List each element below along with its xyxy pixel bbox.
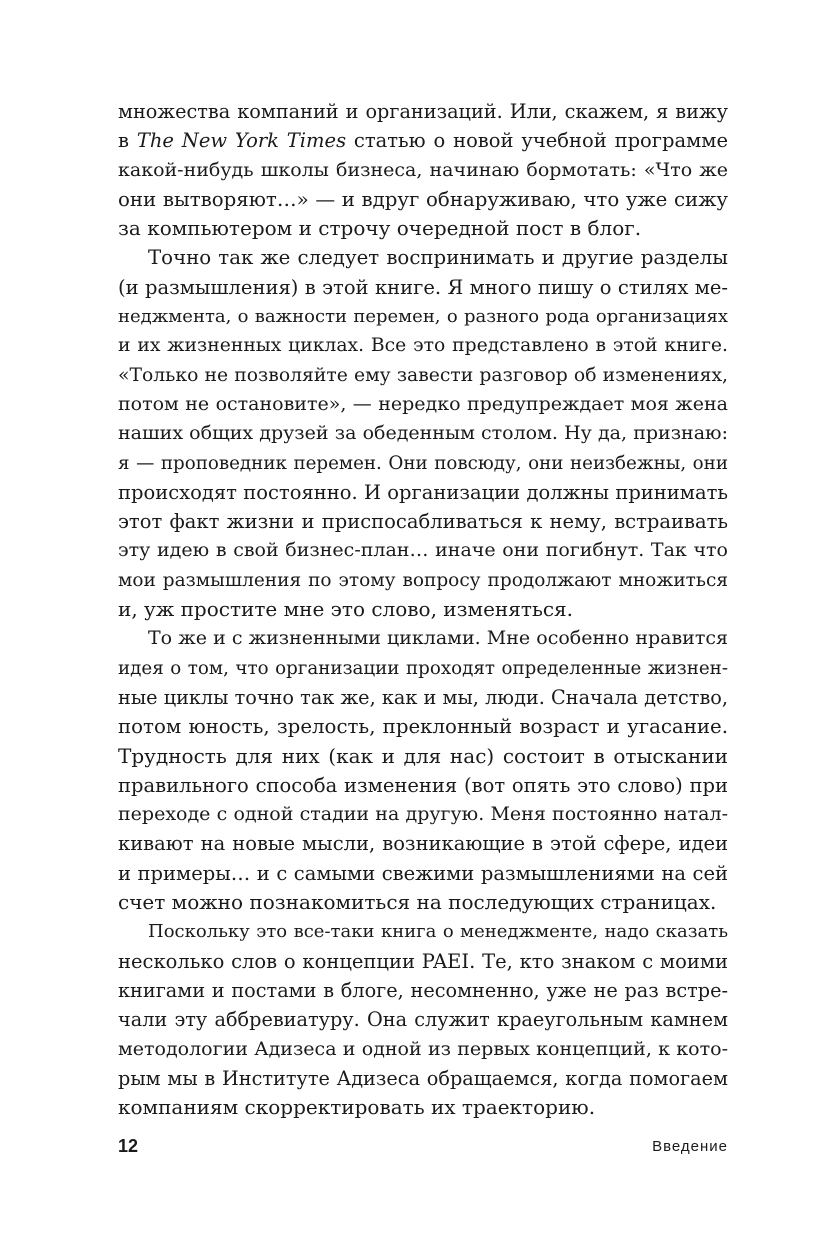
page-footer <box>118 1136 728 1158</box>
page-body <box>118 97 728 1122</box>
text-line: и их жизненных циклах. Все это представлено в этой книге. <box>118 335 728 357</box>
paragraph <box>118 243 728 624</box>
text-line: потом не остановите», — нередко предупреждает моя жена <box>118 392 728 415</box>
text-line: Поскольку это все-таки книга о менеджменте, надо сказать <box>148 921 728 943</box>
text-line: То же и с жизненными циклами. Мне особенно нравится <box>148 627 728 650</box>
text-line: переходе с одной стадии на другую. Меня постоянно натал- <box>118 803 728 826</box>
text-line: мои размышления по этому вопросу продолжают множиться <box>118 569 728 591</box>
text-line: они вытворяют…» — и вдруг обнаруживаю, что уже сижу <box>118 187 728 211</box>
text-line: кивают на новые мысли, возникающие в этой сфере, идеи <box>118 832 728 856</box>
page-number: 12 <box>118 1136 139 1156</box>
text-line <box>118 126 728 155</box>
text-fragment: статью о новой учебной программе <box>346 129 728 153</box>
text-line: Точно так же следует воспринимать и другие разделы <box>148 246 728 270</box>
text-line: этот факт жизни и приспосабливаться к нему, встраивать <box>118 510 728 534</box>
newspaper-title: The New York Times <box>136 129 347 153</box>
text-line: несколько слов о концепции PAEI. Те, кто знаком с моими <box>118 949 728 973</box>
text-fragment: в <box>118 129 137 153</box>
paragraph <box>118 97 728 243</box>
text-line: книгами и постами в блоге, несомненно, уже не раз встре- <box>118 978 728 1002</box>
text-line: методологии Адизеса и одной из первых концепций, к кото- <box>118 1037 728 1060</box>
text-line: какой-нибудь школы бизнеса, начинаю бормотать: «Что же <box>118 158 728 181</box>
paragraph <box>118 624 728 917</box>
text-line: «Только не позволяйте ему завести разговор об изменениях, <box>118 364 728 386</box>
text-line: рым мы в Институте Адизеса обращаемся, когда помогаем <box>118 1066 728 1090</box>
text-line: идея о том, что организации проходят определенные жизнен- <box>118 657 728 679</box>
text-line: происходят постоянно. И организации должны принимать <box>118 480 728 504</box>
text-line: наших общих друзей за обеденным столом. Ну да, признаю: <box>118 422 728 445</box>
text-line: множества компаний и организаций. Или, скажем, я вижу <box>118 100 728 123</box>
body-text <box>118 97 728 1122</box>
text-line: ные циклы точно так же, как и мы, люди. Сначала детство, <box>118 685 728 709</box>
paragraph <box>118 917 728 1122</box>
text-line: потом юность, зрелость, преклонный возраст и угасание. <box>118 715 728 739</box>
text-line: чали эту аббревиатуру. Она служит краеугольным камнем <box>118 1008 728 1032</box>
text-line: компаниям скорректировать их траекторию. <box>118 1095 596 1120</box>
text-line: за компьютером и строчу очередной пост в блог. <box>118 216 642 241</box>
text-line: Трудность для них (как и для нас) состоит в отыскании <box>118 743 728 768</box>
text-line: и, уж простите мне это слово, изменяться. <box>118 597 574 622</box>
text-line: счет можно познакомиться на последующих страницах. <box>118 890 717 915</box>
text-line: правильного способа изменения (вот опять это слово) при <box>118 773 728 797</box>
text-line: (и размышления) в этой книге. Я много пишу о стилях ме- <box>118 275 728 299</box>
text-line: эту идею в свой бизнес-план… иначе они погибнут. Так что <box>118 539 728 562</box>
text-line: и примеры… и с самыми свежими размышлениями на сей <box>118 861 728 885</box>
running-head: Введение <box>652 1138 728 1155</box>
text-line: я — проповедник перемен. Они повсюду, они неизбежны, они <box>118 452 728 474</box>
text-line: неджмента, о важности перемен, о разного рода организациях <box>118 306 728 328</box>
